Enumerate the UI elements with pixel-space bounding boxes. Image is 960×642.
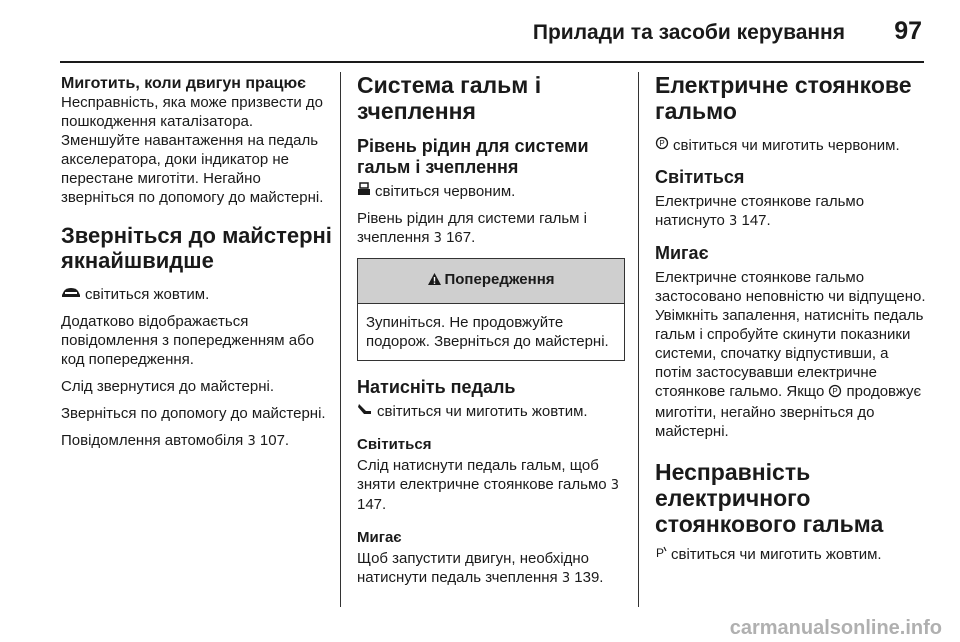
page-ref-arrow-icon: 3 <box>610 478 620 493</box>
subsection-heading: Мигає <box>655 243 709 263</box>
column-divider <box>638 72 639 607</box>
subsection-heading: Натисніть педаль <box>357 377 516 397</box>
subsection-heading: Мигає <box>357 529 402 546</box>
paragraph: Рівень рідин для системи гальм і зчеплення 3 167. <box>357 210 587 246</box>
paragraph: Несправність, яка може призвести до пошкодження каталізатора. Зменшуйте навантаження на педаль акселератора, доки індикатор не перестане миготіти. Негайно зверніться по допомогу до майстерні. <box>61 94 324 206</box>
page-ref-arrow-icon: 3 <box>247 434 256 449</box>
paragraph: Щоб запустити двигун, необхідно натиснути педаль зчеплення 3 139. <box>357 550 604 586</box>
parking-brake-icon <box>828 384 842 403</box>
header-rule <box>60 61 924 63</box>
warning-body: Зупиніться. Не продовжуйте подорож. Зверніться до майстерні. <box>366 314 609 350</box>
page-ref: 167. <box>446 229 476 246</box>
paragraph: P світиться чи миготить червоним. <box>655 136 927 155</box>
page-ref: 139. <box>574 569 604 586</box>
page-title: Прилади та засоби керування <box>532 21 845 44</box>
subsection-heading: Світиться <box>655 167 745 187</box>
page-number: 97 <box>894 17 922 45</box>
paragraph: світиться червоним. <box>357 182 625 201</box>
paragraph: світиться жовтим. <box>61 285 333 304</box>
page-ref-arrow-icon: 3 <box>561 571 571 586</box>
page-ref: 107. <box>259 432 290 449</box>
paragraph: світиться чи миготить жовтим. <box>357 402 625 421</box>
warning-header: Попередження <box>358 259 624 304</box>
page-ref-arrow-icon: 3 <box>729 214 738 229</box>
svg-text:P: P <box>659 139 665 148</box>
paragraph: Повідомлення автомобіля 3 107. <box>61 432 290 449</box>
svg-text:P: P <box>832 387 839 396</box>
svg-text:P: P <box>656 546 665 559</box>
page-ref: 147. <box>741 212 771 229</box>
section-heading: Миготить, коли двигун працює <box>61 75 307 92</box>
section-heading: Зверніться до майстерні якнайшвидше <box>61 223 332 273</box>
parking-brake-icon <box>655 136 669 155</box>
page-ref-arrow-icon: 3 <box>433 231 442 246</box>
column-3 <box>655 72 927 572</box>
page-ref: 147. <box>357 496 387 513</box>
parking-brake-fault-icon <box>655 545 667 564</box>
section-heading: Несправність електричного стоянкового гальма <box>655 459 884 537</box>
watermark: carmanualsonline.info <box>729 617 942 639</box>
paragraph: Електричне стоянкове гальмо натиснуто 3 147. <box>655 193 865 229</box>
subsection-heading: Світиться <box>357 436 432 453</box>
paragraph: Слід звернутися до майстерні. <box>61 378 274 395</box>
paragraph: P світиться чи миготить жовтим. <box>656 546 882 563</box>
column-2 <box>357 72 625 596</box>
warning-box <box>357 258 625 361</box>
press-pedal-icon <box>357 402 373 421</box>
brake-fluid-icon <box>357 182 371 201</box>
paragraph: Зверніться по допомогу до майстерні. <box>61 405 326 422</box>
section-heading: Система гальм і зчеплення <box>357 72 542 124</box>
paragraph: Електричне стоянкове гальмо застосовано неповністю чи відпущено. Увімкніть запалення, натисніть педаль гальм і спробуйте скинути показники системи, спочатку відпустивши, а потім застосувавши електричне стоянкове гальмо. Якщо P продовжує миготіти, негайно зверніться до майстерні. <box>655 269 926 440</box>
column-divider <box>340 72 341 607</box>
warning-triangle-icon <box>427 272 442 291</box>
paragraph: Додатково відображається повідомлення з попередженням або код попередження. <box>61 313 315 368</box>
subsection-heading: Рівень рідин для системи гальм і зчеплення <box>357 136 589 177</box>
section-heading: Електричне стоянкове гальмо <box>655 72 912 124</box>
paragraph: Слід натиснути педаль гальм, щоб зняти електричне стоянкове гальмо 3 147. <box>357 457 620 513</box>
page-header <box>0 0 960 62</box>
column-1 <box>61 72 333 459</box>
service-car-icon <box>61 285 81 304</box>
